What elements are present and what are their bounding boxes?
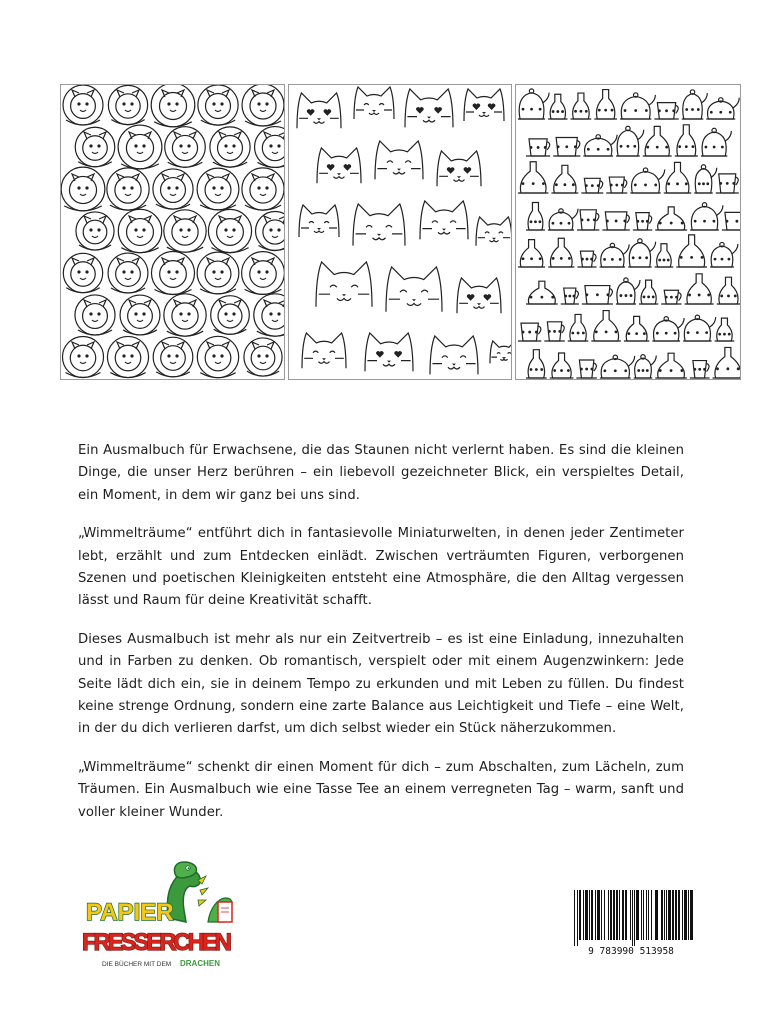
barcode-bar: [688, 890, 689, 940]
barcode-bar: [684, 890, 687, 940]
teapot-icon: [518, 162, 548, 193]
teapot-icon: [690, 203, 723, 230]
teapot-icon: [594, 90, 617, 119]
teapot-icon: [710, 242, 738, 267]
barcode-bar: [589, 890, 590, 940]
astronaut-animal-icon: [76, 212, 114, 250]
teapot-icon: [661, 290, 681, 304]
teapot-icon: [616, 126, 644, 156]
astronaut-animal-icon: [151, 85, 195, 127]
astronaut-animal-icon: [242, 168, 284, 210]
teapot-icon: [664, 162, 692, 193]
cat-face-icon: [316, 262, 372, 307]
isbn-number: 9 783990 513958: [588, 946, 674, 957]
barcode-bar: [648, 890, 649, 940]
cat-face-icon: [297, 93, 341, 128]
astronaut-animal-icon: [242, 85, 284, 126]
description-paragraph-3: Dieses Ausmalbuch ist mehr als nur ein Zeitvertreib – es ist eine Einladung, innezuhalten und in Farben zu denken. Ob romantisch, verspielt oder mit einem Augenzwinkern: Jede Seite lädt dich ein, sie in deinem Tempo zu erkunden und mit Leben zu füllen. Du findest keine strenge Ordnung, sondern eine zarte Balance aus Leichtigkeit und Tiefe – eine Welt, in der du dich verlieren darfst, um dich selbst wieder ein Stück näherzukommen.: [78, 631, 684, 737]
cat-face-icon: [476, 217, 511, 246]
astronaut-animal-icon: [63, 85, 103, 125]
description-paragraph-2: „Wimmelträume“ entführt dich in fantasievolle Miniaturwelten, in denen jeder Zentimeter lebt, erzählt und zum Entdecken einlädt. Zwischen verträumten Figuren, verborgenen Szenen und poetischen Kleinigkeiten entsteht eine Atmosphäre, die den Alltag vergessen lässt und Raum für deine Kreativität schafft.: [78, 526, 684, 609]
teapot-icon: [576, 360, 596, 378]
teapot-icon: [518, 240, 545, 267]
cat-face-icon: [365, 333, 413, 371]
astronaut-animal-icon: [153, 337, 193, 377]
barcode-bar: [604, 890, 605, 940]
logo-tagline-highlight: DRACHEN: [180, 959, 220, 968]
astronaut-animal-icon: [211, 296, 250, 335]
cat-face-icon: [299, 205, 339, 237]
teapot-icon: [602, 212, 629, 230]
isbn-barcode: [562, 888, 700, 958]
teapot-icon: [577, 251, 596, 267]
cat-face-icon: [490, 341, 511, 363]
teapot-icon: [634, 355, 657, 378]
barcode-bar: [619, 890, 620, 940]
astronaut-animal-icon: [107, 168, 149, 210]
description-text: [78, 440, 684, 840]
astronaut-animal-icon: [197, 168, 239, 210]
teapot-icon: [624, 316, 649, 341]
teapot-icon: [526, 350, 547, 378]
teapot-icon: [655, 353, 687, 378]
teapot-icon: [600, 243, 630, 267]
astronaut-animal-icon: [210, 127, 250, 167]
barcode-bar: [632, 890, 633, 946]
teapot-icon: [526, 281, 558, 304]
astronaut-animal-icon: [255, 127, 284, 168]
cat-face-icon: [375, 141, 423, 179]
cat-face-icon: [302, 333, 346, 368]
astronaut-animal-icon: [61, 167, 105, 211]
astronaut-animal-icon: [165, 127, 206, 168]
teapot-icon: [518, 89, 549, 119]
teapot-icon: [548, 94, 567, 119]
teapot-icon: [639, 280, 658, 304]
cat-face-icon: [430, 336, 478, 374]
barcode-bar: [613, 890, 615, 940]
teapot-icon: [551, 165, 578, 193]
logo-word-fresserchen: FRESSERCHEN: [82, 929, 232, 956]
cat-face-icon: [464, 89, 504, 121]
astronaut-animal-icon: [198, 85, 238, 125]
astronaut-animal-icon: [118, 125, 162, 169]
description-paragraph-1: Ein Ausmalbuch für Erwachsene, die das Staunen nicht verlernt haben. Es sind die kleinen Dinge, die unser Herz berühren – ein liebevoll gezeichneter Blick, ein verspieltes Detail, ein Moment, in dem wir ganz bei uns sind.: [78, 443, 684, 503]
teapot-icon: [583, 135, 617, 156]
barcode-bar: [678, 890, 680, 940]
barcode-bar: [664, 890, 665, 940]
astronaut-animal-icon: [75, 295, 115, 335]
astronaut-animal-icon: [164, 210, 206, 252]
cat-face-icon: [386, 267, 442, 312]
barcode-bar: [630, 890, 631, 940]
barcode-bar: [601, 890, 602, 940]
teapot-icon: [654, 103, 678, 119]
astronaut-animal-icon: [107, 336, 148, 377]
barcode-bar: [625, 890, 627, 940]
astronaut-animal-icon: [244, 338, 282, 376]
teapot-icon: [713, 347, 740, 378]
description-paragraph-4: „Wimmelträume“ schenkt dir einen Moment für dich – zum Abschalten, zum Lächeln, zum Träumen. Ein Ausmalbuch wie eine Tasse Tee an einem verregneten Tag – warm, sanft und voller kleiner Wunder.: [78, 759, 684, 820]
astronaut-animal-icon: [256, 212, 284, 251]
barcode-bar: [634, 890, 635, 946]
teapot-icon: [553, 138, 580, 156]
cat-face-icon: [317, 148, 361, 183]
barcode-bar: [574, 890, 575, 946]
barcode-bar: [616, 890, 618, 940]
barcode-bar: [641, 890, 642, 940]
barcode-bar: [597, 890, 600, 940]
logo-tagline: DIE BÜCHER MIT DEM: [102, 961, 172, 968]
barcode-bar: [668, 890, 671, 940]
teapot-icon: [568, 314, 589, 341]
cat-face-icon: [437, 151, 481, 186]
astronaut-animal-icon: [254, 294, 284, 336]
barcode-bar: [577, 890, 578, 946]
teapot-icon: [616, 278, 640, 304]
astronaut-animal-icon: [208, 209, 251, 252]
dragon-logo-icon: [80, 858, 252, 976]
cat-face-icon: [354, 87, 394, 119]
barcode-bar: [682, 890, 683, 940]
teapot-icon: [620, 93, 655, 119]
astronaut-animal-icon: [242, 252, 284, 295]
barcode-bar: [591, 890, 593, 940]
illustration-cats-panel: [288, 84, 512, 380]
teapot-icon: [548, 238, 574, 267]
teapot-icon: [548, 209, 578, 230]
teapot-icon: [685, 274, 714, 304]
teapot-icon: [690, 361, 710, 378]
teapot-icon: [600, 355, 635, 378]
illustration-teapots-panel: [515, 84, 741, 380]
teapot-icon: [582, 286, 613, 304]
teapot-icon: [694, 165, 716, 193]
teapot-icon: [676, 235, 707, 267]
astronaut-animal-icon: [197, 252, 239, 294]
teapot-icon: [561, 288, 579, 304]
teapot-icon: [581, 178, 603, 193]
cat-face-icon: [405, 89, 453, 127]
barcode-bar: [595, 890, 596, 940]
teapot-icon: [606, 177, 627, 193]
teapot-icon: [544, 322, 564, 341]
teapot-icon: [683, 315, 716, 341]
teapot-icon: [633, 213, 652, 230]
teapot-icon: [652, 317, 684, 341]
barcode-bar: [585, 890, 588, 940]
teapot-icon: [571, 93, 592, 119]
barcode-bar: [622, 890, 624, 940]
astronaut-animal-icon: [108, 253, 148, 293]
astronaut-animal-icon: [164, 294, 206, 336]
teapot-icon: [518, 323, 541, 341]
barcode-bar: [643, 890, 644, 940]
illustration-animals-panel: [60, 84, 285, 380]
barcode-bar: [636, 890, 639, 940]
barcode-bar: [608, 890, 609, 940]
teapot-icon: [526, 202, 545, 230]
barcode-bar: [610, 890, 612, 940]
teapot-icon: [716, 174, 739, 193]
publisher-logo: [80, 858, 252, 976]
astronaut-animal-icon: [153, 169, 193, 209]
barcode-bar: [579, 890, 581, 940]
logo-word-papier: PAPIER: [86, 899, 174, 926]
teapot-icon: [577, 210, 599, 230]
cat-face-icon: [353, 204, 405, 246]
astronaut-animal-icon: [151, 251, 194, 294]
teapot-icon: [675, 125, 698, 156]
cat-face-icon: [420, 201, 468, 239]
barcode-bar: [655, 890, 658, 940]
astronaut-animal-icon: [108, 85, 147, 124]
barcode-bar: [661, 890, 663, 940]
astronaut-animal-icon: [197, 336, 238, 377]
cat-face-icon: [457, 278, 501, 313]
teapot-icon: [706, 98, 739, 119]
teapot-icon: [550, 353, 574, 378]
teapot-icon: [715, 318, 735, 341]
astronaut-animal-icon: [120, 295, 160, 335]
astronaut-animal-icon: [62, 336, 103, 377]
astronaut-animal-icon: [75, 127, 115, 167]
teapot-icon: [682, 90, 708, 119]
teapot-icon: [701, 128, 731, 156]
astronaut-animal-icon: [63, 253, 102, 292]
teapot-icon: [591, 311, 621, 341]
teapot-icon: [655, 207, 687, 230]
barcode-bar: [675, 890, 677, 940]
barcode-bar: [583, 890, 584, 940]
barcode-bar: [666, 890, 667, 940]
teapot-icon: [717, 277, 740, 304]
barcode-bar: [690, 890, 693, 940]
teapot-icon: [630, 168, 664, 193]
barcode-bars: [562, 888, 700, 958]
barcode-bar: [646, 890, 647, 940]
teapot-icon: [722, 212, 740, 230]
teapot-icon: [628, 239, 655, 267]
barcode-bar: [651, 890, 652, 940]
astronaut-animal-icon: [118, 209, 161, 252]
barcode-bar: [672, 890, 674, 940]
teapot-icon: [643, 126, 672, 156]
teapot-icon: [655, 244, 674, 267]
teapot-icon: [526, 139, 550, 156]
